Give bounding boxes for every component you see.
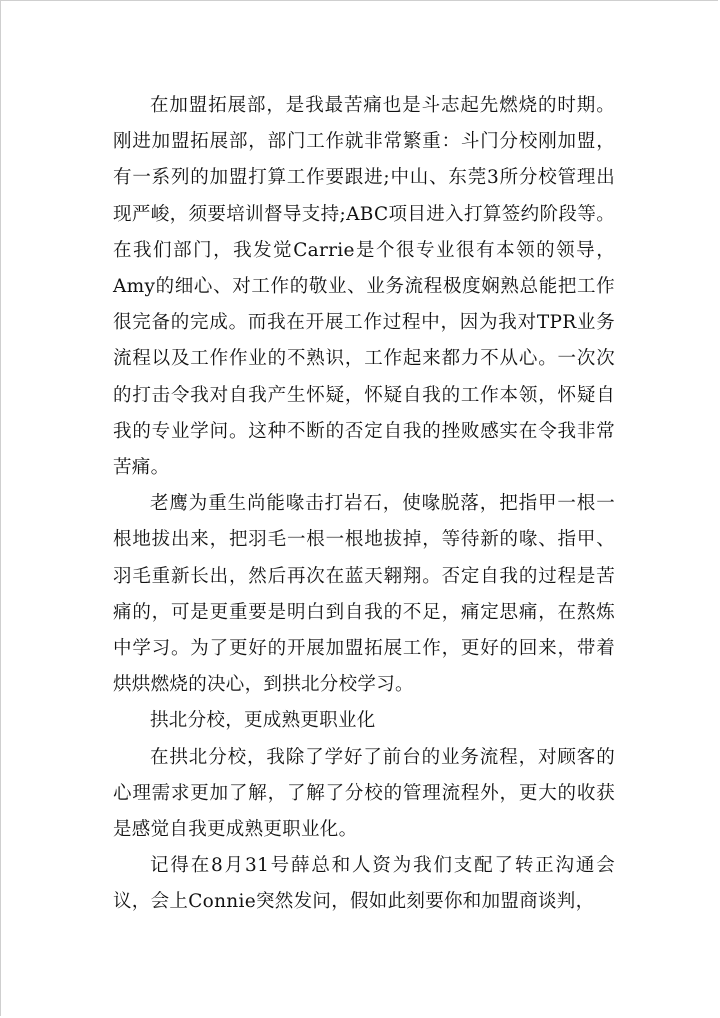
paragraph-franchise-department: 在加盟拓展部，是我最苦痛也是斗志起先燃烧的时期。刚进加盟拓展部，部门工作就非常繁重：斗门分校刚加盟，有一系列的加盟打算工作要跟进;中山、东莞3所分校管理出现严峻，须要培训督导支持;ABC项目进入打算签约阶段等。在我们部门，我发觉Carrie是个很专业很有本领的领导，Amy的细心、对工作的敬业、业务流程极度娴熟总能把工作很完备的完成。而我在开展工作过程中，因为我对TPR业务流程以及工作作业的不熟识，工作起来都力不从心。一次次的打击令我对自我产生怀疑，怀疑自我的工作本领，怀疑自我的专业学问。这种不断的否定自我的挫败感实在令我非常苦痛。 [113,95,615,479]
paragraph-gongbei-campus: 在拱北分校，我除了学好了前台的业务流程，对顾客的心理需求更加了解，了解了分校的管理流程外，更大的收获是感觉自我更成熟更职业化。 [113,746,615,841]
document-body [113,88,615,921]
paragraph-eagle-rebirth: 老鹰为重生尚能喙击打岩石，使喙脱落，把指甲一根一根地拔出来，把羽毛一根一根地拔掉，等待新的喙、指甲、羽毛重新长出，然后再次在蓝天翱翔。否定自我的过程是苦痛的，可是更重要是明白到自我的不足，痛定思痛，在熬炼中学习。为了更好的开展加盟拓展工作，更好的回来，带着烘烘燃烧的决心，到拱北分校学习。 [113,493,615,696]
paragraph-meeting: 记得在8月31号薛总和人资为我们支配了转正沟通会议，会上Connie突然发问，假如此刻要你和加盟商谈判， [113,855,615,913]
section-heading-gongbei: 拱北分校，更成熟更职业化 [150,710,376,732]
